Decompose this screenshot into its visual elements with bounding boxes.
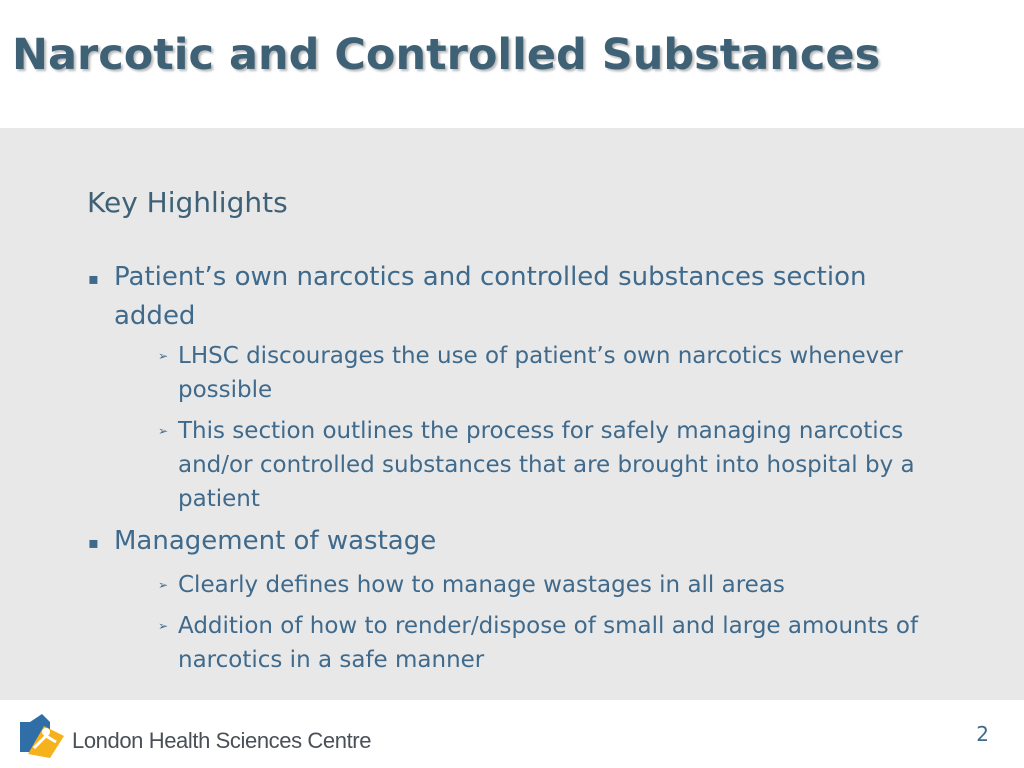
- arrow-bullet-icon: ➢: [158, 349, 169, 363]
- key-highlights-heading: Key Highlights: [87, 186, 288, 219]
- bullet-text: Management of wastage: [114, 526, 437, 556]
- bullet-item: [86, 522, 894, 561]
- sub-bullet-item: [158, 609, 938, 677]
- sub-bullet-text: Addition of how to render/dispose of small and large amounts of narcotics in a safe manner: [178, 613, 919, 673]
- bullet-item: [86, 258, 894, 336]
- sub-bullet-text: Clearly defines how to manage wastages in all areas: [178, 572, 785, 598]
- arrow-bullet-icon: ➢: [158, 619, 169, 633]
- sub-bullet-item: [158, 414, 938, 516]
- sub-bullet-item: [158, 568, 938, 602]
- sub-bullet-item: [158, 339, 938, 407]
- square-bullet-icon: ▪: [88, 269, 99, 288]
- slide-footer: [0, 700, 1024, 768]
- slide-title: Narcotic and Controlled Substances: [12, 30, 881, 80]
- bullet-text: Patient’s own narcotics and controlled substances section added: [114, 262, 867, 331]
- sub-bullet-text: This section outlines the process for safely managing narcotics and/or controlled substances that are brought into hospital by a patient: [178, 418, 915, 512]
- sub-bullet-text: LHSC discourages the use of patient’s own narcotics whenever possible: [178, 343, 903, 403]
- arrow-bullet-icon: ➢: [158, 424, 169, 438]
- lhsc-logo-icon: [20, 714, 66, 760]
- title-bar: [0, 0, 1024, 128]
- arrow-bullet-icon: ➢: [158, 578, 169, 592]
- page-number: 2: [976, 722, 989, 746]
- square-bullet-icon: ▪: [88, 533, 99, 552]
- content-area: [0, 128, 1024, 700]
- organization-name: London Health Sciences Centre: [72, 728, 372, 753]
